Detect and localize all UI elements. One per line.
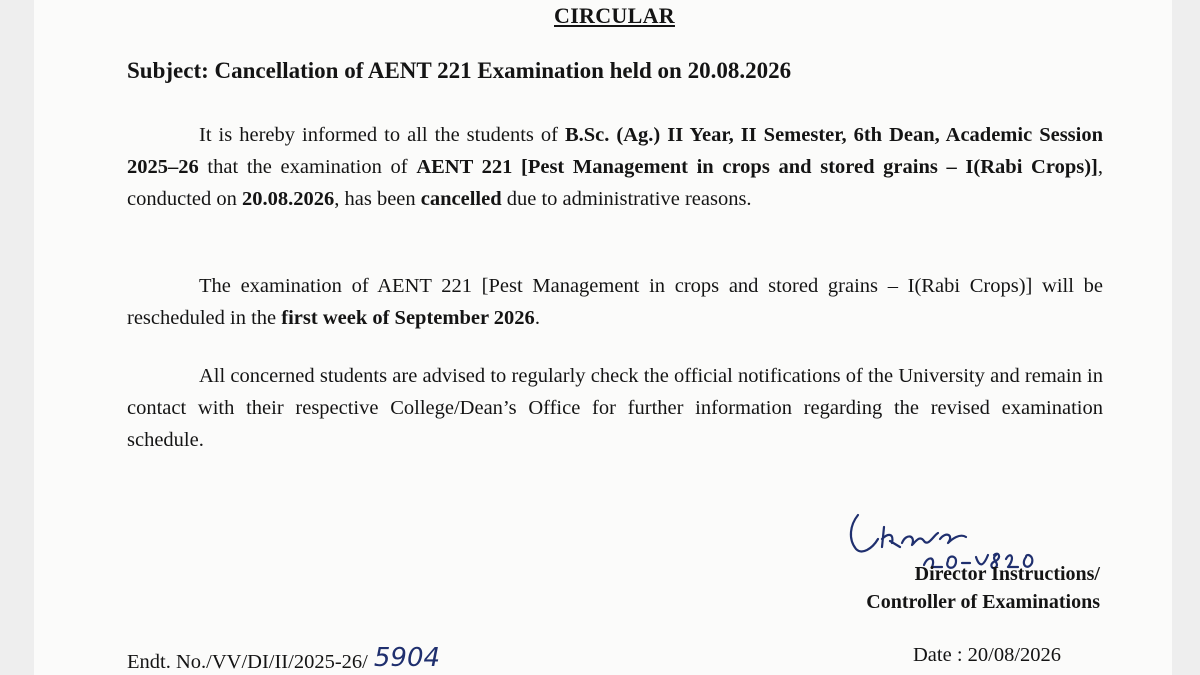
paragraph-cancellation-notice <box>127 119 1103 215</box>
circular-date: Date : 20/08/2026 <box>913 644 1062 666</box>
circular-title: CIRCULAR <box>554 3 675 28</box>
paragraph-reschedule-notice <box>127 270 1103 334</box>
p2-bold-week: first week of September 2026 <box>281 307 535 329</box>
p1-bold-programme: B.Sc. (Ag.) II Year, II Semester, 6th Dean, Academic Session 2025–26 <box>127 124 1103 178</box>
p2-text-1: The examination of AENT 221 [Pest Management in crops and stored grains – I(Rabi Crops)] will be rescheduled in the <box>127 275 1103 329</box>
p1-text-3: , conducted on <box>127 156 1103 210</box>
p1-text-5: due to administrative reasons. <box>501 188 752 210</box>
p1-text-4: , has been <box>334 188 421 210</box>
circular-page <box>34 0 1172 675</box>
endorsement-label: Endt. No./VV/DI/II/2025-26/ <box>127 651 368 673</box>
endorsement-handwritten-number: 5904 <box>373 643 441 673</box>
p1-bold-cancelled: cancelled <box>420 188 502 210</box>
signature-block <box>800 505 1100 615</box>
p1-bold-date: 20.08.2026 <box>242 188 335 210</box>
p1-text-2: that the examination of <box>198 156 417 178</box>
p1-text-1: It is hereby informed to all the students of <box>199 124 565 146</box>
paragraph-advisory: All concerned students are advised to regularly check the official notifications of the University and remain in contact with their respective College/Dean’s Office for further information regarding the revised examination schedule. <box>127 365 1103 451</box>
signatory-title-line2: Controller of Examinations <box>866 591 1100 613</box>
endorsement-number <box>127 645 440 675</box>
p1-bold-course: AENT 221 [Pest Management in crops and stored grains – I(Rabi Crops)] <box>416 156 1098 178</box>
subject-line: Subject: Cancellation of AENT 221 Examination held on 20.08.2026 <box>127 58 792 83</box>
signatory-title-line1: Director Instructions/ <box>914 563 1100 585</box>
p2-text-2: . <box>534 307 540 329</box>
